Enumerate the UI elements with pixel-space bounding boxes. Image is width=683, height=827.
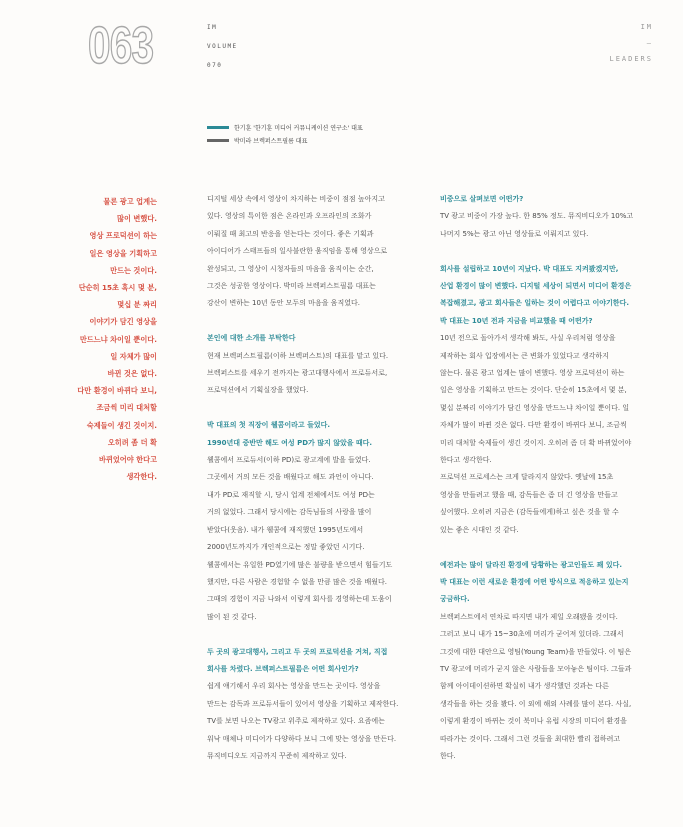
body-line: 제작하는 회사 입장에서는 큰 변화가 있었다고 생각하지 xyxy=(440,351,609,360)
question-line: 예전과는 많이 달라진 환경에 당황하는 광고인들도 꽤 있다. xyxy=(440,560,623,569)
body-line xyxy=(440,243,655,260)
question-line: 박 대표의 첫 직장이 웰콤이라고 들었다. xyxy=(207,421,331,430)
question-line: 회사를 차렸다. 브렉퍼스트필름은 어떤 회사인가? xyxy=(207,664,359,673)
body-line: 만드는 감독과 프로듀서들이 있어서 영상을 기획하고 제작한다. xyxy=(207,699,399,708)
body-line: 브렉퍼스트를 세우기 전까지는 광고대행사에서 프로듀서로, xyxy=(207,369,388,378)
question-line: 산업 환경이 많이 변했다. 디지털 세상이 되면서 미디어 환경은 xyxy=(440,282,632,291)
body-line: 웰콤에서는 유일한 PD였기에 많은 불량을 받으면서 힘들기도 xyxy=(207,560,393,569)
pull-quote-line: 많이 변했다. xyxy=(117,214,157,224)
body-line: 생각들을 하는 것을 봤다. 이 외에 해외 사례를 많이 본다. 사실, xyxy=(440,699,632,708)
body-line: 워낙 매체나 미디어가 다양하다 보니 그에 맞는 영상을 만든다. xyxy=(207,734,397,743)
section-line: LEADERS xyxy=(609,55,653,63)
pull-quote-line: 일은 영상을 기획하고 xyxy=(89,248,157,258)
body-line: 함께 아이데이션하면 확실히 내가 생각했던 것과는 다른 xyxy=(440,682,609,691)
question-line: 궁금하다. xyxy=(440,595,470,604)
body-line: 거의 없었다. 그래서 당시에는 감독님들의 사랑을 많이 xyxy=(207,508,372,517)
body-line: 아이디어가 스태프들의 일사불란한 움직임을 통해 영상으로 xyxy=(207,247,388,256)
credit-interviewee xyxy=(207,136,307,145)
question-line: 복잡해졌고, 광고 회사들은 일하는 것이 어렵다고 이야기한다. xyxy=(440,299,629,308)
pull-quote-line: 숙제들이 생긴 것이지. xyxy=(86,420,157,430)
question-line: 박 대표는 이런 새로운 환경에 어떤 방식으로 적응하고 있는지 xyxy=(440,577,629,586)
body-line: 프로덕션에서 기획실장을 했었다. xyxy=(207,386,309,395)
body-line: 이렇게 환경이 바뀌는 것이 북미나 유럽 시장의 미디어 환경을 xyxy=(440,717,627,726)
pull-quote-line: 만드는 것이다. xyxy=(110,265,157,275)
question-line: 회사를 설립하고 10년이 지났다. 박 대표도 지켜봤겠지만, xyxy=(440,264,619,273)
body-line: 했지만, 다른 사람은 경험할 수 없을 만큼 많은 것을 배웠다. xyxy=(207,577,388,586)
body-line: 프로덕션 프로세스는 크게 달라지지 않았다. 옛날에 15초 xyxy=(440,473,614,482)
question-line: 비중으로 살펴보면 어떤가? xyxy=(440,195,524,203)
credit-text: 박미라 브렉퍼스트필름 대표 xyxy=(234,138,308,145)
section-label xyxy=(609,22,653,70)
section-line: IM xyxy=(640,23,653,31)
meta-line: IM xyxy=(207,24,218,31)
body-line: 그때의 경험이 지금 나와서 이렇게 회사를 경영하는데 도움이 xyxy=(207,595,392,604)
page-number: 063 xyxy=(88,17,154,75)
meta-line: VOLUME xyxy=(207,43,238,50)
body-line: 2000년도까지가 개인적으로는 정말 좋았던 시기다. xyxy=(207,543,365,552)
pull-quote xyxy=(60,193,157,485)
body-line: 싶어했다. 오히려 지금은 (감독들에게)하고 싶은 것을 할 수 xyxy=(440,508,619,517)
pull-quote-line: 다만 환경이 바뀌다 보니, xyxy=(77,386,157,396)
body-line xyxy=(440,539,655,556)
body-line: 이뤄질 때 최고의 반응을 얻는다는 것이다. 좋은 기획과 xyxy=(207,229,374,238)
section-line: – xyxy=(646,39,653,47)
pull-quote-line: 생각한다. xyxy=(126,472,157,482)
body-line: 내가 PD로 재직할 시, 당시 업계 전체에서도 여성 PD는 xyxy=(207,490,375,499)
pull-quote-line: 만드느냐 차이일 뿐이다. xyxy=(79,334,157,344)
body-line: 쉽게 얘기해서 우리 회사는 영상을 만드는 곳이다. 영상을 xyxy=(207,682,381,691)
pull-quote-line: 바뀐 것은 없다. xyxy=(107,369,157,379)
article-column-right xyxy=(440,191,655,765)
body-line: 일은 영상을 기획하고 만드는 것이다. 단순히 15초에서 몇 분, xyxy=(440,386,627,395)
question-line: 본인에 대한 소개를 부탁한다 xyxy=(207,334,296,343)
body-line: 나머지 5%는 광고 아닌 영상들로 이뤄지고 있다. xyxy=(440,229,589,238)
pull-quote-line: 단순히 15초 혹시 몇 분, xyxy=(78,283,157,293)
body-line: 받았다(웃음). 내가 웰콤에 재직했던 1995년도에서 xyxy=(207,525,364,534)
body-line: 미리 대처할 숙제들이 생긴 것이지. 오히려 좀 더 확 바뀌었어야 xyxy=(440,438,632,447)
body-line xyxy=(207,626,422,643)
body-line: 한다. xyxy=(440,751,456,760)
question-line: 박 대표는 10년 전과 지금을 비교했을 때 어떤가? xyxy=(440,316,593,325)
pull-quote-line: 이야기가 담긴 영상을 xyxy=(89,317,157,327)
issue-meta xyxy=(207,22,238,79)
pull-quote-line: 영상 프로덕션이 하는 xyxy=(89,231,157,241)
body-line: 그것에 대한 대안으로 영팀(Young Team)을 만들었다. 이 팀은 xyxy=(440,647,632,656)
body-line: 않는다. 물론 광고 업계는 많이 변했다. 영상 프로덕션이 하는 xyxy=(440,369,625,378)
body-line: 자체가 많이 바뀐 것은 없다. 다만 환경이 바뀌다 보니, 조금씩 xyxy=(440,421,627,430)
pull-quote-line: 오히려 좀 더 확 xyxy=(107,437,157,447)
body-line: 한다고 생각한다. xyxy=(440,456,492,465)
body-line: 디지털 세상 속에서 영상이 차지하는 비중이 점점 높아지고 xyxy=(207,195,385,203)
pull-quote-line: 조금씩 미리 대처할 xyxy=(96,403,157,413)
pull-quote-line: 몇십 분 짜리 xyxy=(117,300,157,310)
body-line: 완성되고, 그 영상이 시청자들의 마음을 움직이는 순간, xyxy=(207,264,374,273)
credit-interviewer xyxy=(207,123,363,132)
pull-quote-line: 일 자체가 많이 xyxy=(110,351,157,361)
credit-bar xyxy=(207,126,229,129)
credit-bar xyxy=(207,139,229,142)
body-line: 그것은 성공한 영상이다. 박미라 브렉퍼스트필름 대표는 xyxy=(207,282,376,291)
question-line: 두 곳의 광고대행사, 그리고 두 곳의 프로덕션을 거쳐, 직접 xyxy=(207,647,388,656)
body-line: 브렉퍼스트에서 연차로 따지면 내가 제일 오래됐을 것이다. xyxy=(440,612,618,621)
body-line: 10년 전으로 돌아가서 생각해 봐도, 사실 우리처럼 영상을 xyxy=(440,334,616,343)
body-line: 영상을 만들려고 했을 때, 감독들은 좀 더 긴 영상을 만들고 xyxy=(440,490,618,499)
body-line: TV 광고 비중이 가장 높다. 한 85% 정도. 뮤직비디오가 10%고 xyxy=(440,212,634,221)
body-line: TV 광고에 머리가 굳지 않은 사람들을 모아놓은 팀이다. 그들과 xyxy=(440,664,632,673)
body-line xyxy=(207,313,422,330)
body-line: 그러고 보니 내가 15~30초에 머리가 굳어져 있더라. 그래서 xyxy=(440,630,624,639)
meta-line: 070 xyxy=(207,62,223,69)
body-line: 그곳에서 거의 모든 것을 배웠다고 해도 과언이 아니다. xyxy=(207,473,374,482)
body-line: 따라가는 것이다. 그래서 그런 것들을 최대한 빨리 접하려고 xyxy=(440,734,621,743)
pull-quote-line: 바뀌었어야 한다고 xyxy=(98,455,157,465)
pull-quote-line: 물론 광고 업계는 xyxy=(103,197,157,206)
body-line: 있다. 영상의 특이한 점은 온라인과 오프라인의 조화가 xyxy=(207,212,372,221)
body-line xyxy=(207,400,422,417)
body-line: 몇십 분짜리 이야기가 담긴 영상을 만드느냐 차이일 뿐이다. 일 xyxy=(440,403,630,412)
body-line: TV를 보면 나오는 TV광고 위주로 제작하고 있다. 요즘에는 xyxy=(207,717,385,726)
body-line: 현재 브렉퍼스트필름(이하 브렉퍼스트)의 대표를 맡고 있다. xyxy=(207,351,389,360)
body-line: 뮤직비디오도 지금까지 꾸준히 제작하고 있다. xyxy=(207,751,347,760)
question-line: 1990년대 중반만 해도 여성 PD가 많지 않았을 때다. xyxy=(207,438,373,447)
body-line: 많이 된 것 같다. xyxy=(207,612,257,621)
body-line: 있는 좋은 시대인 것 같다. xyxy=(440,525,519,534)
article-column-left xyxy=(207,191,422,765)
body-line: 웰콤에서 프로듀서(이하 PD)로 광고계에 발을 들였다. xyxy=(207,456,371,465)
credit-text: 한기훈 '한기훈 미디어 커뮤니케이션 연구소' 대표 xyxy=(234,125,363,132)
body-line: 강산이 변하는 10년 동안 모두의 마음을 움직였다. xyxy=(207,299,360,308)
